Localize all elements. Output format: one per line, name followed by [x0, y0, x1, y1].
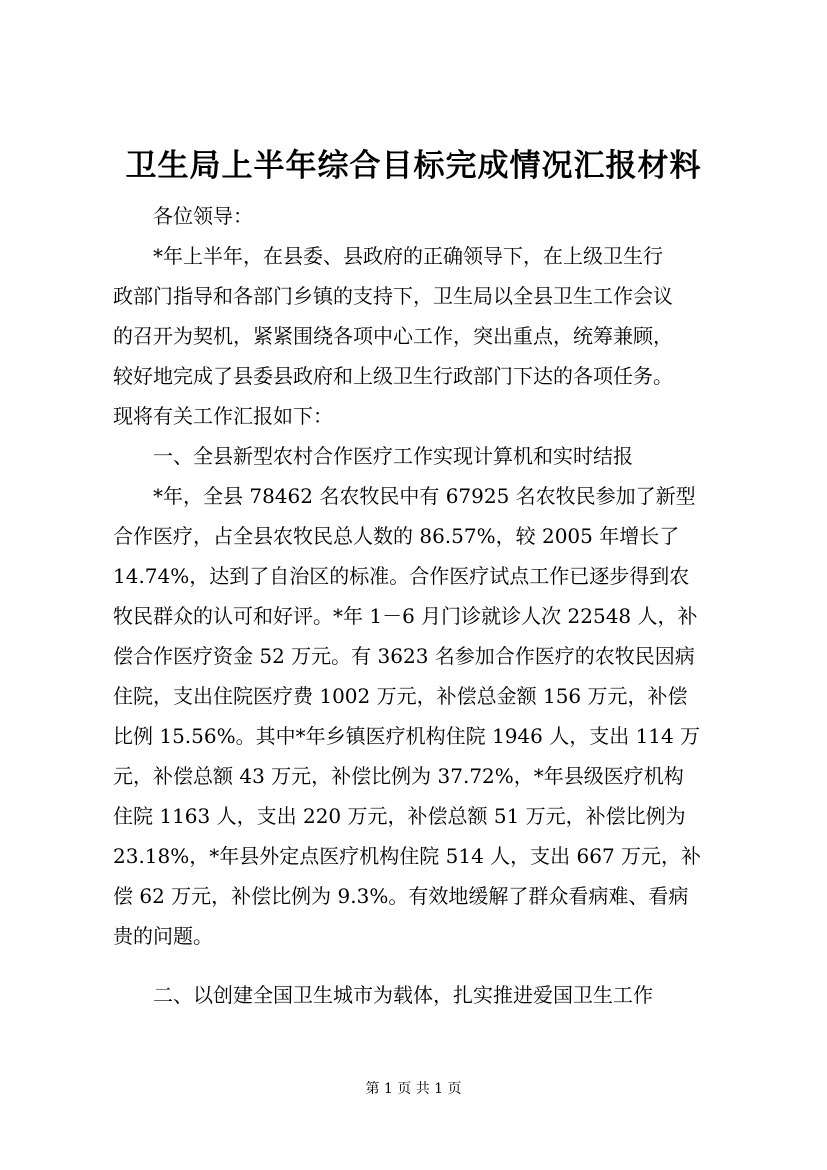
paragraph-line: 现将有关工作汇报如下： [113, 404, 333, 428]
paragraph-line: 23.18%，*年县外定点医疗机构住院 514 人，支出 667 万元，补 [113, 844, 702, 868]
paragraph-line: 合作医疗，占全县农牧民总人数的 86.57%，较 2005 年增长了 [113, 524, 680, 548]
paragraph-line: 住院 1163 人，支出 220 万元，补偿总额 51 万元，补偿比例为 [113, 804, 686, 828]
page-number: 第 1 页 共 1 页 [365, 1081, 462, 1097]
section-heading: 二、以创建全国卫生城市为载体，扎实推进爱国卫生工作 [153, 983, 653, 1007]
paragraph-line: 比例 15.56%。其中*年乡镇医疗机构住院 1946 人，支出 114 万 [113, 724, 701, 748]
paragraph-line: *年，全县 78462 名农牧民中有 67925 名农牧民参加了新型 [153, 484, 696, 508]
document-body [113, 196, 738, 1015]
paragraph-line: 偿合作医疗资金 52 万元。有 3623 名参加合作医疗的农牧民因病 [113, 644, 695, 668]
salutation: 各位领导： [153, 204, 253, 228]
paragraph-line: 住院，支出住院医疗费 1002 万元，补偿总金额 156 万元，补偿 [113, 684, 688, 708]
paragraph-spacer [113, 956, 738, 975]
paragraph-line: 的召开为契机，紧紧围绕各项中心工作，突出重点，统筹兼顾， [113, 324, 673, 348]
paragraph-line: 元，补偿总额 43 万元，补偿比例为 37.72%，*年县级医疗机构 [113, 764, 684, 788]
document-title: 卫生局上半年综合目标完成情况汇报材料 [125, 148, 702, 184]
paragraph-line: 较好地完成了县委县政府和上级卫生行政部门下达的各项任务。 [113, 364, 673, 388]
section-heading: 一、全县新型农村合作医疗工作实现计算机和实时结报 [153, 444, 633, 468]
paragraph-line: 偿 62 万元，补偿比例为 9.3%。有效地缓解了群众看病难、看病 [113, 884, 689, 908]
paragraph-line: 14.74%，达到了自治区的标准。合作医疗试点工作已逐步得到农 [113, 564, 690, 588]
paragraph-line: 政部门指导和各部门乡镇的支持下，卫生局以全县卫生工作会议 [113, 284, 673, 308]
paragraph-line: *年上半年，在县委、县政府的正确领导下，在上级卫生行 [153, 244, 663, 268]
paragraph-line: 牧民群众的认可和好评。*年 1－6 月门诊就诊人次 22548 人，补 [113, 604, 698, 628]
paragraph-line: 贵的问题。 [113, 924, 213, 948]
